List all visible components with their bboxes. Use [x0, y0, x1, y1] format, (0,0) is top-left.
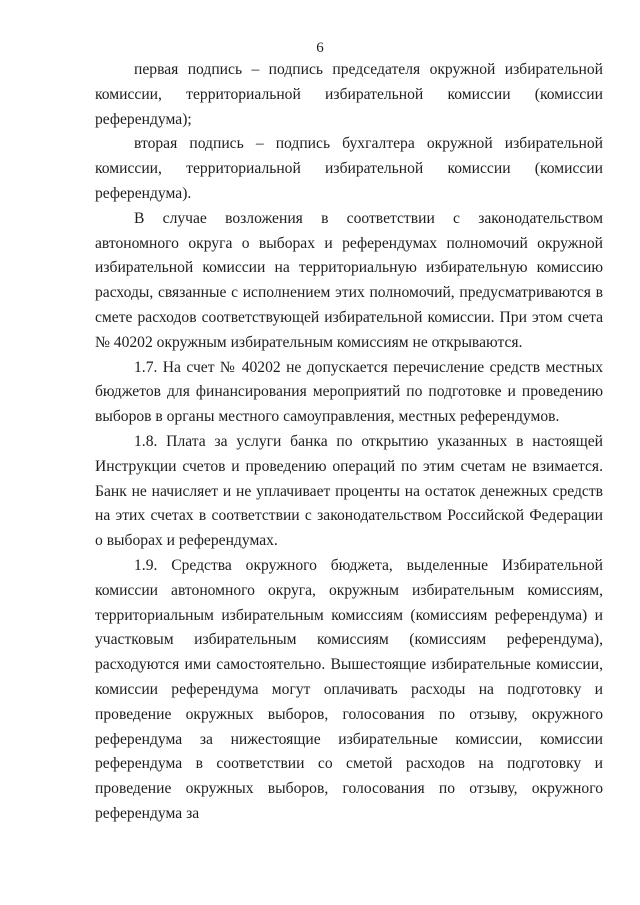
paragraph-second-signature: вторая подпись – подпись бухгалтера окружной избирательной комиссии, территориальной избирательной комиссии (комиссии референдума). [95, 135, 603, 202]
paragraph-1-9: 1.9. Средства окружного бюджета, выделенные Избирательной комиссии автономного округа, окружным избирательным комиссиям, территориальным избирательным комиссиям (комиссиям референдума) и участковым избирательным комиссиям (комиссиям референдума), расходуются ими самостоятельно. Вышестоящие избирательные комиссии, комиссии референдума могут оплачивать расходы на подготовку и проведение окружных выборов, голосования по отзыву, окружного референдума за нижестоящие избирательные комиссии, комиссии референдума в соответствии со сметой расходов на подготовку и проведение окружных выборов, голосования по отзыву, окружного референдума за [95, 556, 603, 822]
paragraph-delegation: В случае возложения в соответствии с законодательством автономного округа о выборах и референдумах полномочий окружной избирательной комиссии на территориальную избирательную комиссию расходы, связанные с исполнением этих полномочий, предусматриваются в смете расходов соответствующей избирательной комиссии. При этом счета № 40202 окружным избирательным комиссиям не открываются. [95, 209, 603, 351]
paragraph-first-signature: первая подпись – подпись председателя окружной избирательной комиссии, территориальной избирательной комиссии (комиссии референдума); [95, 61, 603, 128]
paragraph-1-7: 1.7. На счет № 40202 не допускается перечисление средств местных бюджетов для финансирования мероприятий по подготовке и проведению выборов в органы местного самоуправления, местных референдумов. [95, 358, 603, 426]
paragraph-1-8: 1.8. Плата за услуги банка по открытию указанных в настоящей Инструкции счетов и проведению операций по этим счетам не взимается. Банк не начисляет и не уплачивает проценты на остаток денежных средств на этих счетах в соответствии с законодательством Российской Федерации о выборах и референдумах. [95, 432, 603, 550]
document-body [95, 58, 603, 827]
page-number: 6 [316, 40, 324, 56]
